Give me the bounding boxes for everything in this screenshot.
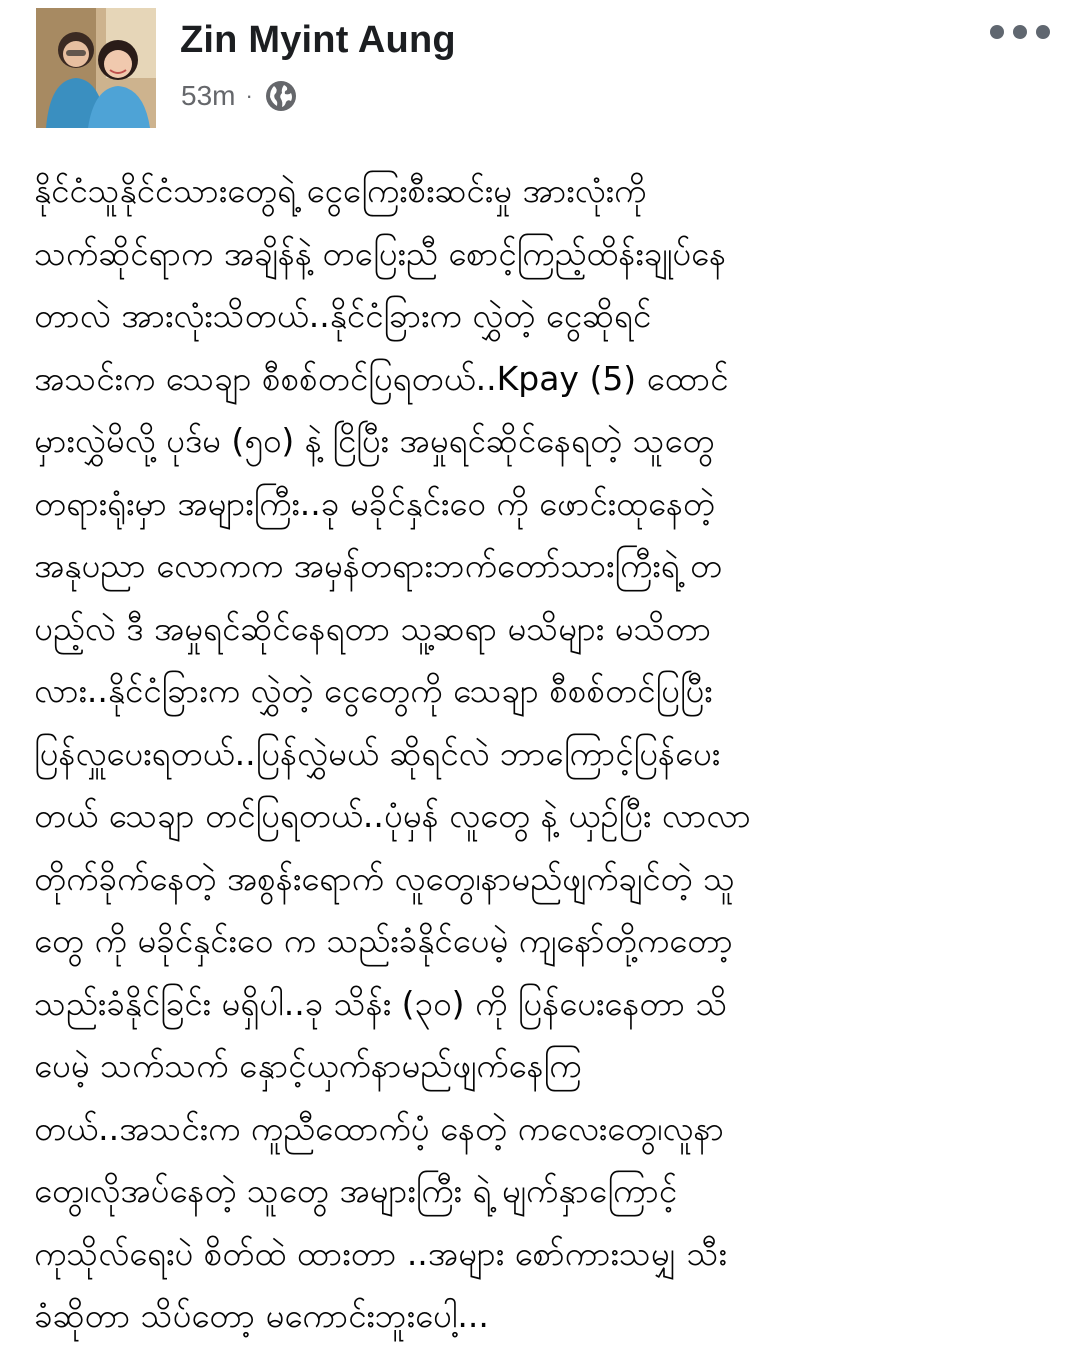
more-options-icon-dot — [1013, 25, 1027, 39]
author-avatar[interactable] — [36, 8, 156, 128]
post-body-text: နိုင်ငံသူနိုင်ငံသားတွေရဲ့ ငွေကြေးစီးဆင်းမှု အားလုံးကို သက်ဆိုင်ရာက အချိန်နဲ့ တပြေးညီ စောင့်ကြည့်ထိန်းချုပ်နေ တာလဲ အားလုံးသိတယ်..နိုင်ငံခြားက လွှဲတဲ့ ငွေဆိုရင် အသင်းက သေချာ စီစစ်တင်ပြရတယ်..Kpay (5) ထောင် မှားလွှဲမိလို့ ပုဒ်မ (၅၀) နဲ့ ငြိပြီး အမှုရင်ဆိုင်နေရတဲ့ သူတွေ တရားရုံးမှာ အများကြီး..ခု မခိုင်နှင်းဝေ ကို ဖောင်းထုနေတဲ့ အနုပညာ လောကက အမှန်တရားဘက်တော်သားကြီးရဲ့ တ ပည့်လဲ ဒီ အမှုရင်ဆိုင်နေရတာ သူ့ဆရာ မသိများ မသိတာ လား..နိုင်ငံခြားက လွှဲတဲ့ ငွေတွေကို သေချာ စီစစ်တင်ပြပြီး ပြန်လှူပေးရတယ်..ပြန်လွှဲမယ် ဆိုရင်လဲ ဘာကြောင့်ပြန်ပေး တယ် သေချာ တင်ပြရတယ်..ပုံမှန် လူတွေ နဲ့ ယှဉ်ပြီး လာလာ တိုက်ခိုက်နေတဲ့ အစွန်းရောက် လူတွေ၊နာမည်ဖျက်ချင်တဲ့ သူ တွေ ကို မခိုင်နှင်းဝေ က သည်းခံနိုင်ပေမဲ့ ကျနော်တို့ကတော့ သည်းခံနိုင်ခြင်း မရှိပါ..ခု သိန်း (၃၀) ကို ပြန်ပေးနေတာ သိ ပေမဲ့ သက်သက် နှောင့်ယှက်နာမည်ဖျက်နေကြ တယ်..အသင်းက ကူညီထောက်ပံ့ နေတဲ့ ကလေးတွေ၊လူနာ တွေ၊လိုအပ်နေတဲ့ သူတွေ အများကြီး ရဲ့ မျက်နှာကြောင့် ကုသိုလ်ရေးပဲ စိတ်ထဲ ထားတာ ..အများ စော်ကားသမျှ သီး ခံဆိုတာ သိပ်တော့ မကောင်းဘူးပေါ့... — [34, 171, 751, 1335]
more-options-icon — [990, 25, 1004, 39]
globe-icon[interactable] — [265, 80, 297, 112]
avatar-photo — [36, 8, 156, 128]
post-timestamp[interactable]: 53m — [181, 80, 236, 111]
more-options-icon-dot — [1036, 25, 1050, 39]
meta-separator: · — [245, 83, 253, 108]
post-meta — [181, 78, 297, 114]
author-name[interactable]: Zin Myint Aung — [180, 19, 456, 61]
more-options-button[interactable] — [990, 18, 1050, 46]
